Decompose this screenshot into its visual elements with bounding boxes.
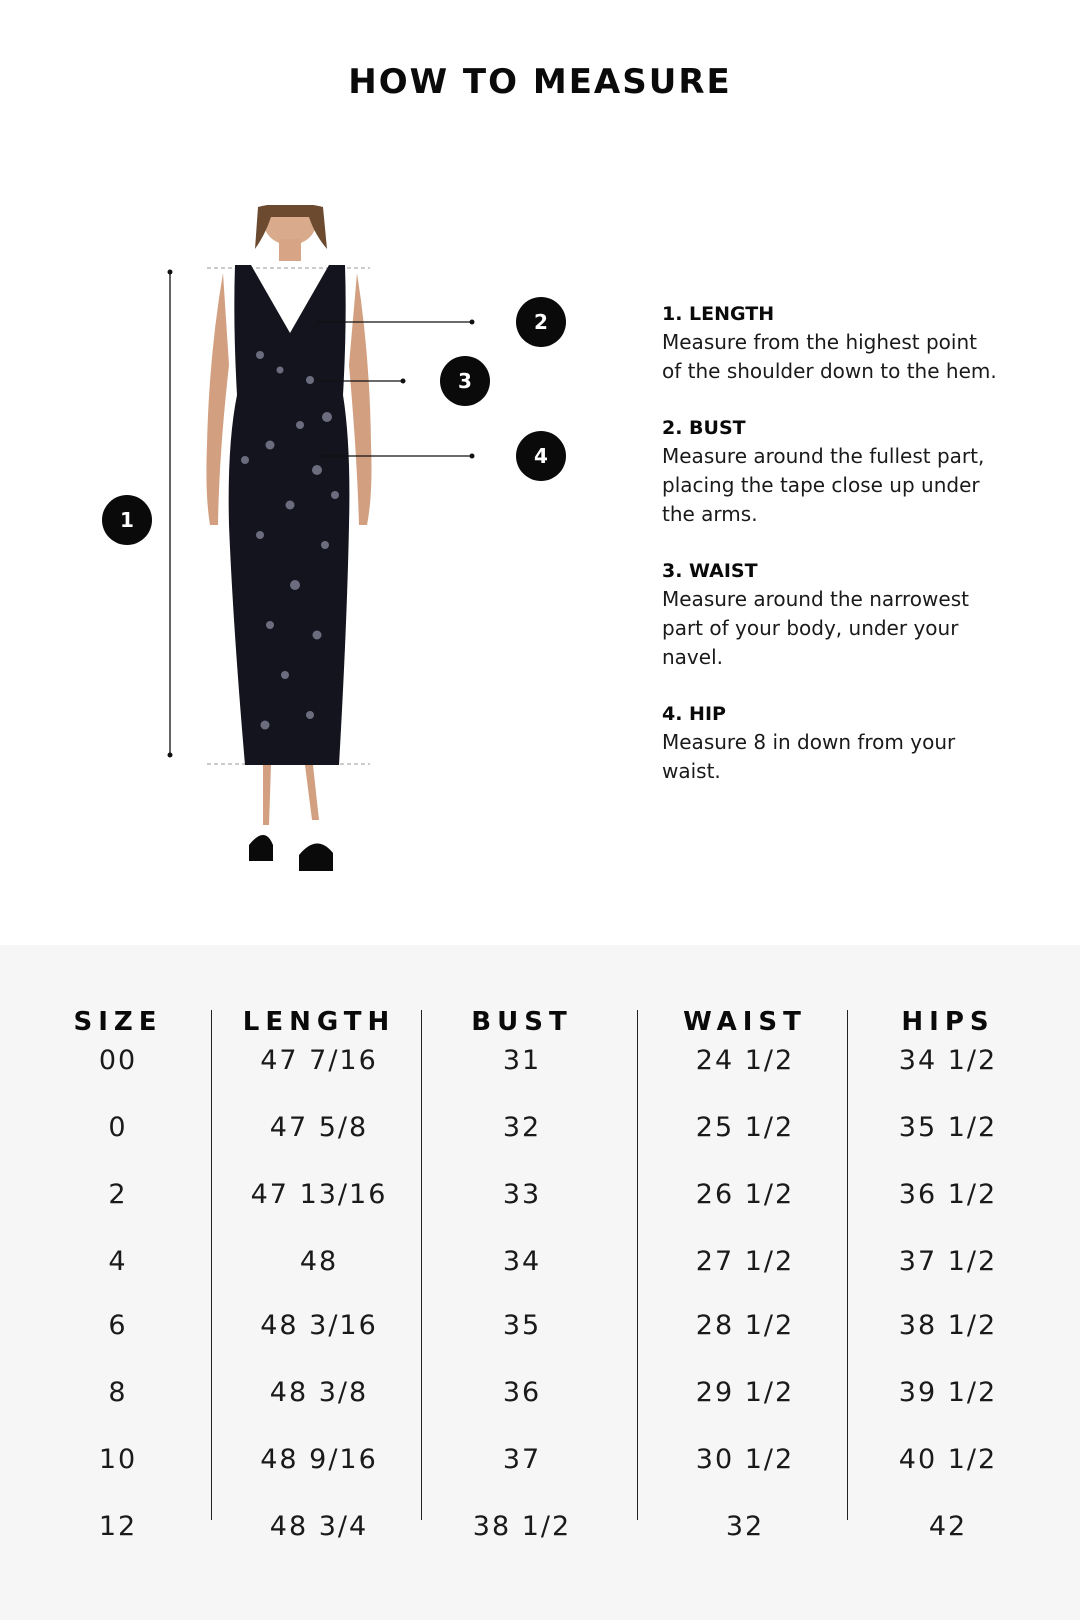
instruction-text: Measure from the highest point of the shoulder down to the hem. [662,330,997,383]
table-cell: 35 [502,1310,542,1341]
table-cell: 12 [98,1511,138,1542]
measurement-figure [95,205,595,925]
table-column [645,945,845,1620]
table-cell: 38 1/2 [472,1511,572,1542]
instruction-title: 1. LENGTH [662,303,775,325]
instruction-hip [662,700,1002,786]
measurement-instructions [662,300,1002,814]
marker-waist: 3 [440,356,490,406]
table-cell: 48 3/8 [269,1377,369,1408]
table-cell: 35 1/2 [898,1112,998,1143]
table-cell: 37 1/2 [898,1246,998,1277]
table-cell: 30 1/2 [695,1444,795,1475]
instruction-text: Measure around the fullest part, placing the tape close up under the arms. [662,444,985,526]
table-cell: 32 [725,1511,765,1542]
column-divider [637,1010,638,1520]
table-column [219,945,419,1620]
table-cell: 40 1/2 [898,1444,998,1475]
table-cell: 48 9/16 [260,1444,378,1475]
table-cell: 48 3/4 [269,1511,369,1542]
size-chart-table [0,945,1080,1620]
table-cell: 31 [502,1045,542,1076]
instruction-title: 3. WAIST [662,560,758,582]
table-cell: 33 [502,1179,542,1210]
instruction-text: Measure around the narrowest part of your body, under your navel. [662,587,969,669]
table-column [18,945,218,1620]
instruction-title: 2. BUST [662,417,746,439]
table-cell: 24 1/2 [695,1045,795,1076]
marker-length: 1 [102,495,152,545]
dress-shape [229,265,350,765]
column-header: BUST [471,1007,573,1037]
table-cell: 38 1/2 [898,1310,998,1341]
instruction-length [662,300,1002,386]
table-cell: 6 [108,1310,128,1341]
table-cell: 27 1/2 [695,1246,795,1277]
marker-bust: 2 [516,297,566,347]
table-cell: 47 5/8 [269,1112,369,1143]
table-cell: 32 [502,1112,542,1143]
table-cell: 47 7/16 [260,1045,378,1076]
table-cell: 8 [108,1377,128,1408]
table-cell: 25 1/2 [695,1112,795,1143]
table-column [422,945,622,1620]
column-header: HIPS [901,1007,995,1037]
table-cell: 2 [108,1179,128,1210]
table-cell: 29 1/2 [695,1377,795,1408]
table-cell: 34 [502,1246,542,1277]
column-header: WAIST [683,1007,807,1037]
table-cell: 47 13/16 [250,1179,388,1210]
instruction-bust [662,414,1002,529]
table-cell: 48 3/16 [260,1310,378,1341]
instruction-title: 4. HIP [662,703,726,725]
instruction-text: Measure 8 in down from your waist. [662,730,956,783]
instruction-waist [662,557,1002,672]
table-column [848,945,1048,1620]
column-header: LENGTH [242,1007,396,1037]
marker-hip: 4 [516,431,566,481]
column-header: SIZE [73,1007,163,1037]
table-cell: 42 [928,1511,968,1542]
table-cell: 34 1/2 [898,1045,998,1076]
table-cell: 28 1/2 [695,1310,795,1341]
table-cell: 0 [108,1112,128,1143]
table-cell: 00 [98,1045,138,1076]
table-cell: 26 1/2 [695,1179,795,1210]
table-cell: 36 [502,1377,542,1408]
table-cell: 37 [502,1444,542,1475]
table-cell: 39 1/2 [898,1377,998,1408]
table-cell: 36 1/2 [898,1179,998,1210]
page-title: HOW TO MEASURE [348,62,732,102]
table-cell: 4 [108,1246,128,1277]
table-cell: 10 [98,1444,138,1475]
table-cell: 48 [299,1246,339,1277]
